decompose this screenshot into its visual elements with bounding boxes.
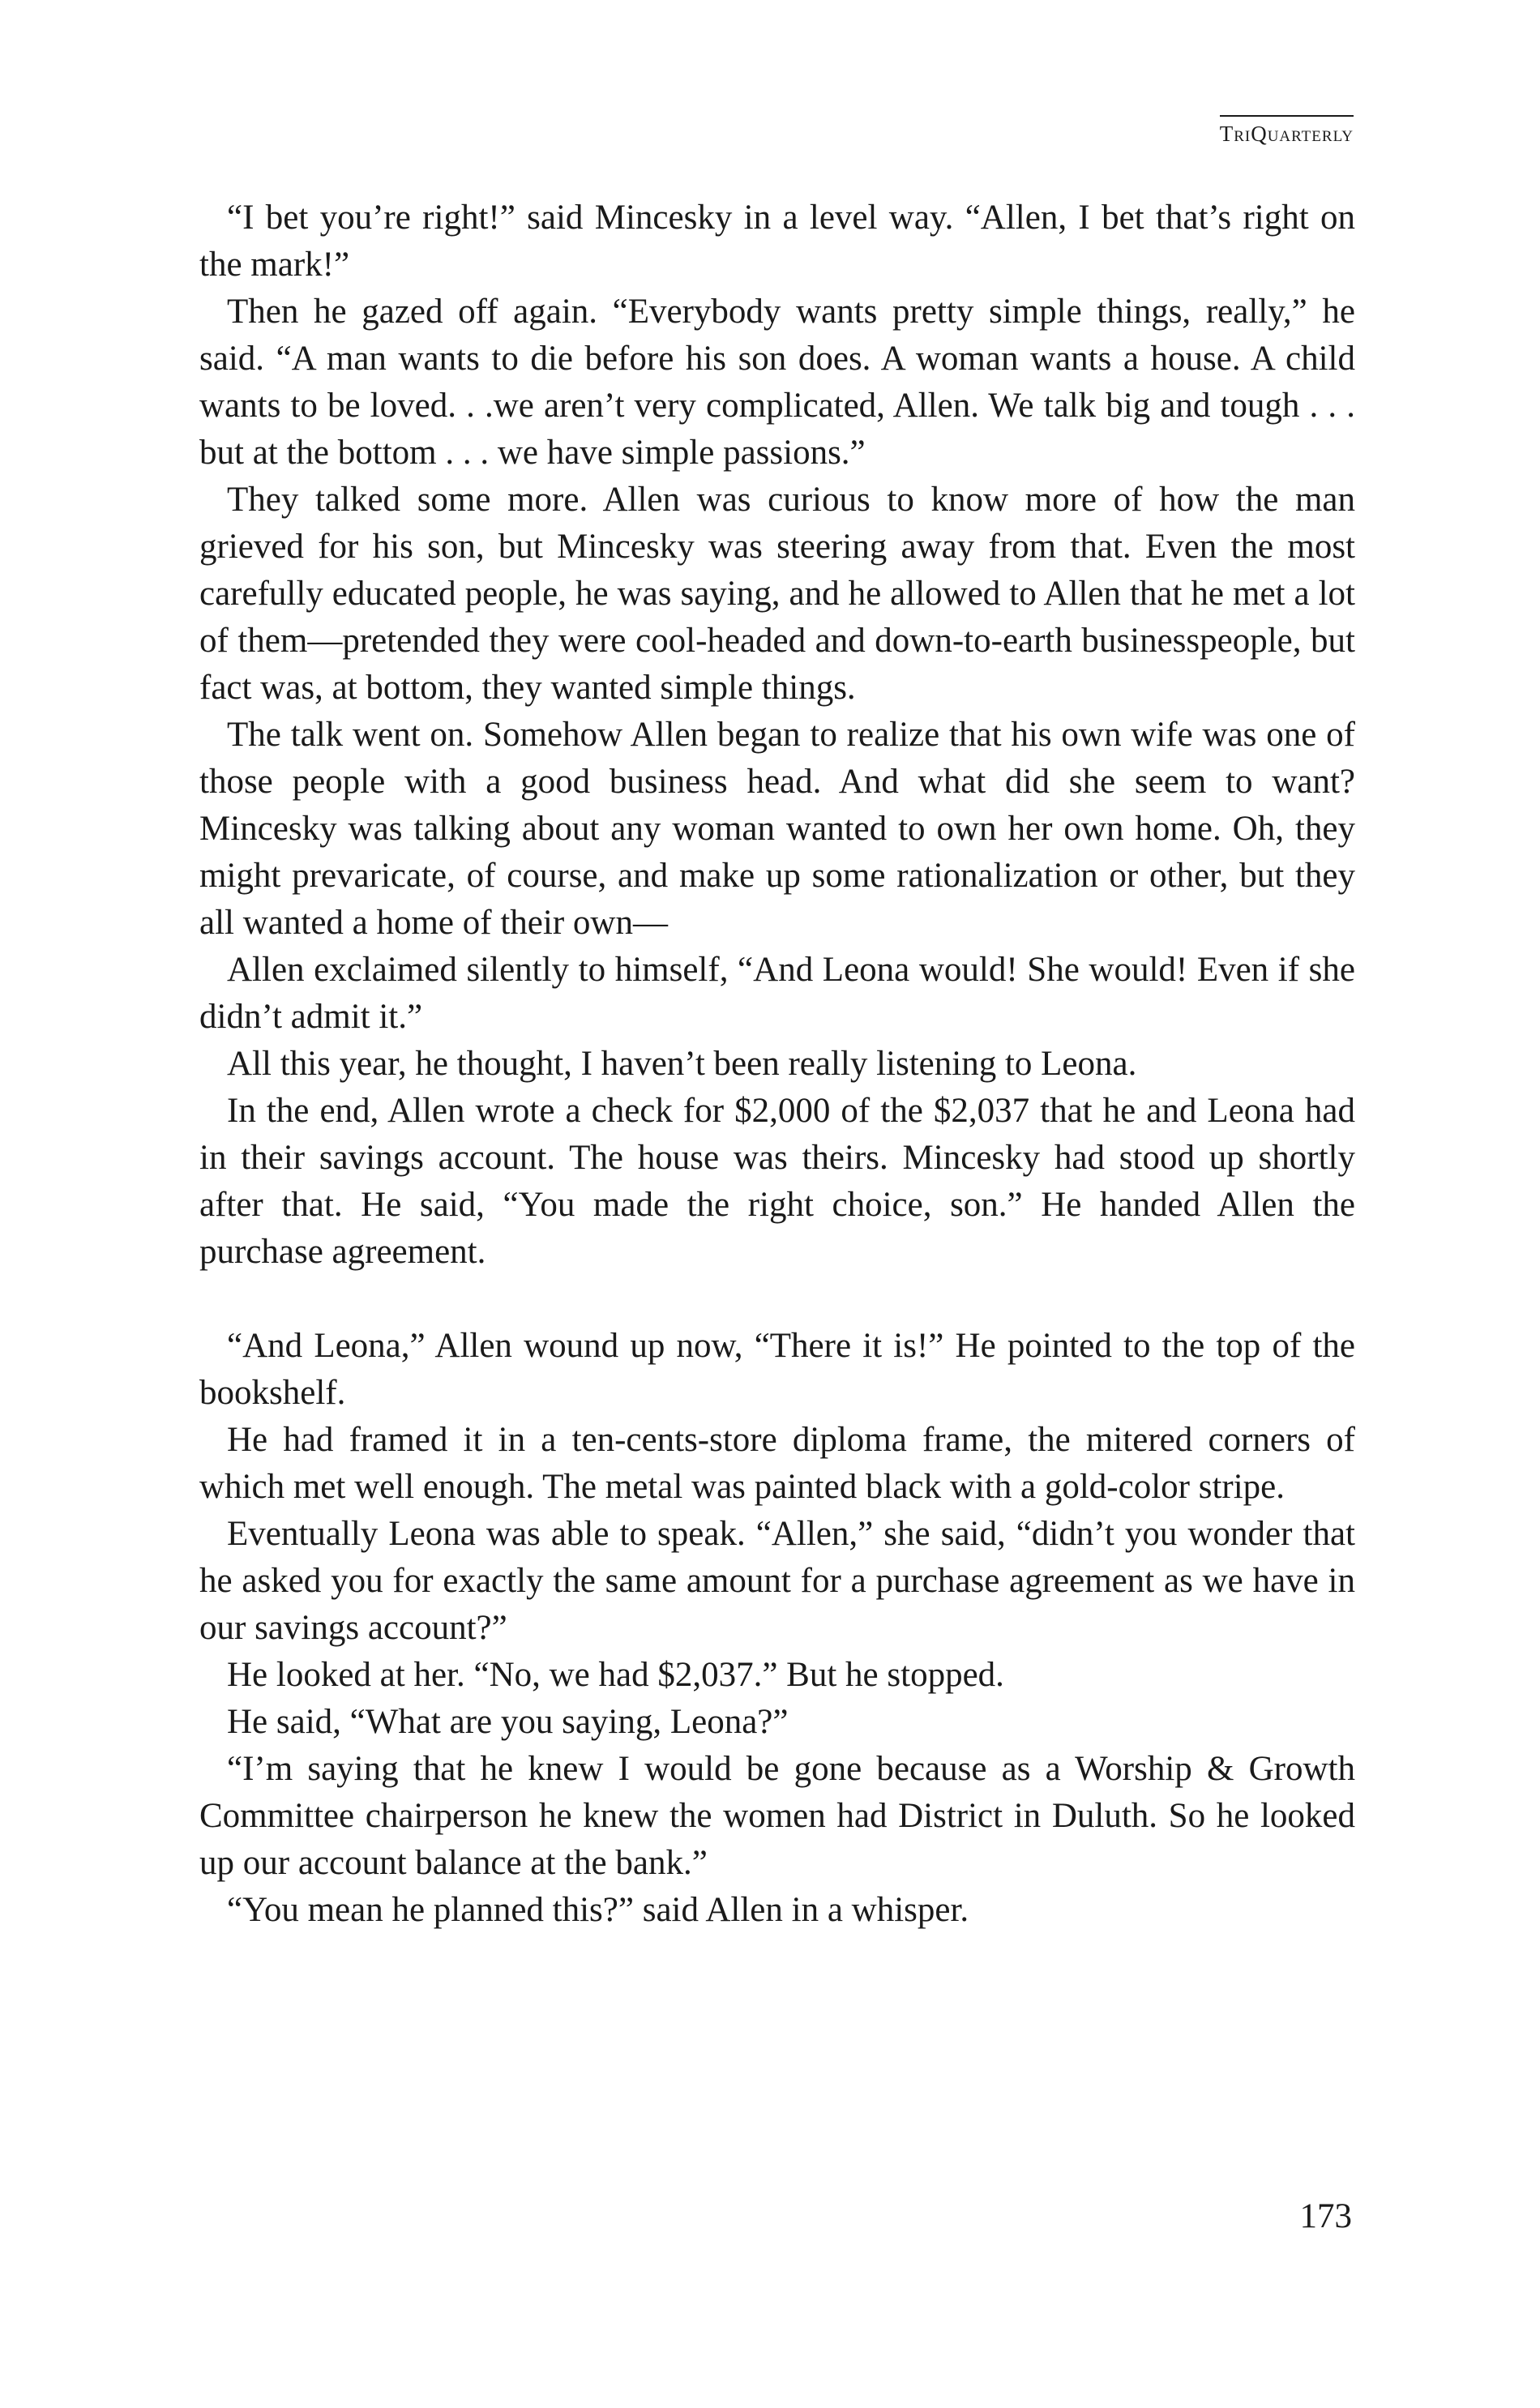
body-text: [199, 195, 1355, 1934]
paragraph: “I’m saying that he knew I would be gone because as a Worship & Growth Committee chairperson he knew the women had District in Duluth. So he looked up our account balance at the bank.”: [199, 1750, 1355, 1882]
paragraph: He had framed it in a ten-cents-store diploma frame, the mitered corners of which met well enough. The metal was painted black with a gold-color stripe.: [199, 1421, 1355, 1506]
paragraph: In the end, Allen wrote a check for $2,000 of the $2,037 that he and Leona had in their savings account. The house was theirs. Mincesky had stood up shortly after that. He said, “You made the right choice, son.” He handed Allen the purchase agreement.: [199, 1092, 1355, 1271]
paragraph: “I bet you’re right!” said Mincesky in a level way. “Allen, I bet that’s right on the mark!”: [199, 199, 1355, 284]
page-number: 173: [1299, 2197, 1352, 2235]
paragraph: “You mean he planned this?” said Allen in a whisper.: [227, 1891, 969, 1929]
paragraph: They talked some more. Allen was curious to know more of how the man grieved for his son, but Mincesky was steering away from that. Even the most carefully educated people, he was saying, and he allowed to Allen that he met a lot of them—pretended they were cool-headed and down-to-earth businesspeople, but fact was, at bottom, they wanted simple things.: [199, 481, 1355, 707]
running-head: TriQuarterly: [1220, 115, 1354, 147]
paragraph: Allen exclaimed silently to himself, “And Leona would! She would! Even if she didn’t admit it.”: [199, 951, 1355, 1036]
paragraph: He looked at her. “No, we had $2,037.” But he stopped.: [227, 1656, 1004, 1694]
paragraph: The talk went on. Somehow Allen began to realize that his own wife was one of those people with a good business head. And what did she seem to want? Mincesky was talking about any woman wanted to own her own home. Oh, they might prevaricate, of course, and make up some rationalization or other, but they all wanted a home of their own—: [199, 716, 1355, 942]
paragraph: Eventually Leona was able to speak. “Allen,” she said, “didn’t you wonder that he asked you for exactly the same amount for a purchase agreement as we have in our savings account?”: [199, 1515, 1355, 1647]
section-break: [199, 1276, 1355, 1323]
paragraph: “And Leona,” Allen wound up now, “There it is!” He pointed to the top of the bookshelf.: [199, 1327, 1355, 1412]
paragraph: Then he gazed off again. “Everybody wants pretty simple things, really,” he said. “A man wants to die before his son does. A woman wants a house. A child wants to be loved. . .we aren’t very complicated, Allen. We talk big and tough . . . but at the bottom . . . we have simple passions.”: [199, 293, 1355, 472]
paragraph: He said, “What are you saying, Leona?”: [227, 1703, 789, 1741]
paragraph: All this year, he thought, I haven’t been really listening to Leona.: [227, 1045, 1137, 1083]
